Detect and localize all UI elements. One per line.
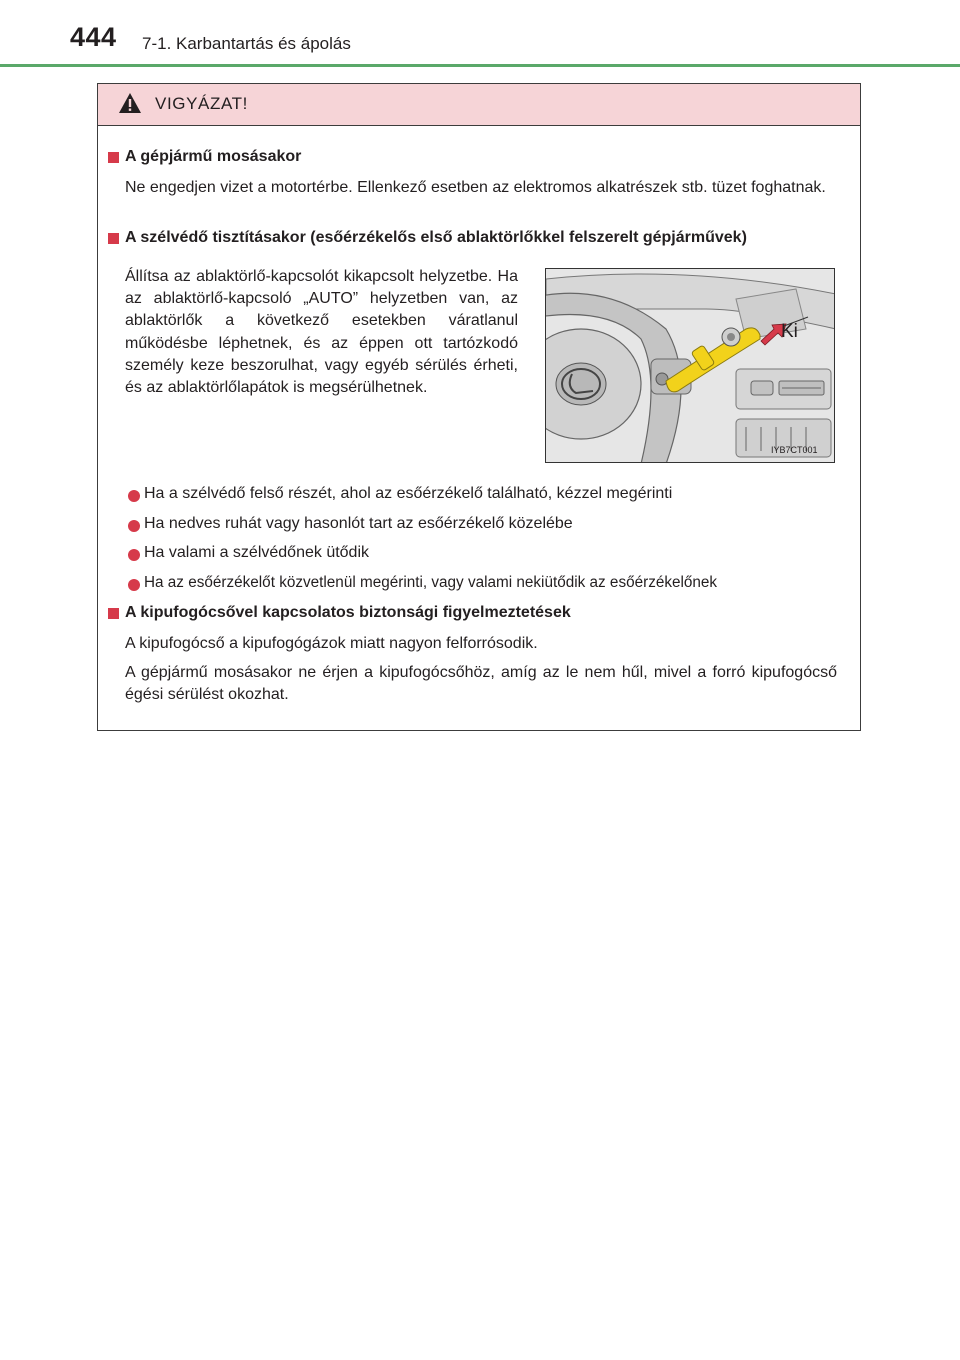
section-bullet-square: [108, 233, 119, 244]
bullet-item: Ha az esőérzékelőt közvetlenül megérinti, vagy valami nekiütődik az esőérzékelőnek: [144, 574, 718, 591]
section-text-exhaust-2: A gépjármű mosásakor ne érjen a kipufogócsőhöz, amíg az le nem hűl, mivel a forró kipufogócső égési sérülést okozhat.: [125, 664, 837, 703]
bullet-dot: [128, 520, 140, 532]
page-header: [0, 0, 960, 53]
bullet-dot: [128, 490, 140, 502]
caution-box: [97, 83, 861, 731]
warning-triangle-icon: [118, 92, 142, 114]
section-text-washing: Ne engedjen vizet a motortérbe. Ellenkező esetben az elektromos alkatrészek stb. tüzet foghatnak.: [125, 179, 826, 196]
caution-header: [98, 84, 860, 126]
caution-title: VIGYÁZAT!: [155, 94, 248, 113]
wiper-switch-illustration: [545, 268, 835, 463]
section-bullet-square: [108, 608, 119, 619]
section-heading-washing: A gépjármű mosásakor: [125, 148, 302, 165]
bullet-item: Ha nedves ruhát vagy hasonlót tart az esőérzékelő közelébe: [144, 515, 573, 532]
section-title: 7-1. Karbantartás és ápolás: [142, 34, 351, 53]
section-heading-windshield: A szélvédő tisztításakor (esőérzékelős első ablaktörlőkkel felszerelt gépjárművek): [125, 229, 747, 246]
section-text-exhaust-1: A kipufogócső a kipufogógázok miatt nagyon felforrósodik.: [125, 635, 538, 652]
page-number: 444: [70, 22, 117, 52]
bullet-item: Ha a szélvédő felső részét, ahol az esőérzékelő található, kézzel megérinti: [144, 485, 673, 502]
wiper-off-label: Ki: [781, 321, 798, 342]
steering-wheel-illustration: [546, 269, 835, 463]
header-divider: [0, 64, 960, 67]
section-heading-exhaust: A kipufogócsővel kapcsolatos biztonsági figyelmeztetések: [125, 604, 571, 621]
section-bullet-square: [108, 152, 119, 163]
section-text-windshield: Állítsa az ablaktörlő-kapcsolót kikapcsolt helyzetbe. Ha az ablaktörlő-kapcsoló „AUTO” helyzetben van, az ablaktörlők a következő esetekben váratlanul működésbe léphetnek, és az éppen ott tartózkodó személy keze beszorulhat, vagy egyéb sérülés érheti, és az ablaktörlőlapátok is megsérülhetnek.: [125, 268, 518, 397]
bullet-dot: [128, 579, 140, 591]
figure-code: IYB7CT001: [771, 445, 818, 455]
bullet-item: Ha valami a szélvédőnek ütődik: [144, 544, 370, 561]
bullet-dot: [128, 549, 140, 561]
